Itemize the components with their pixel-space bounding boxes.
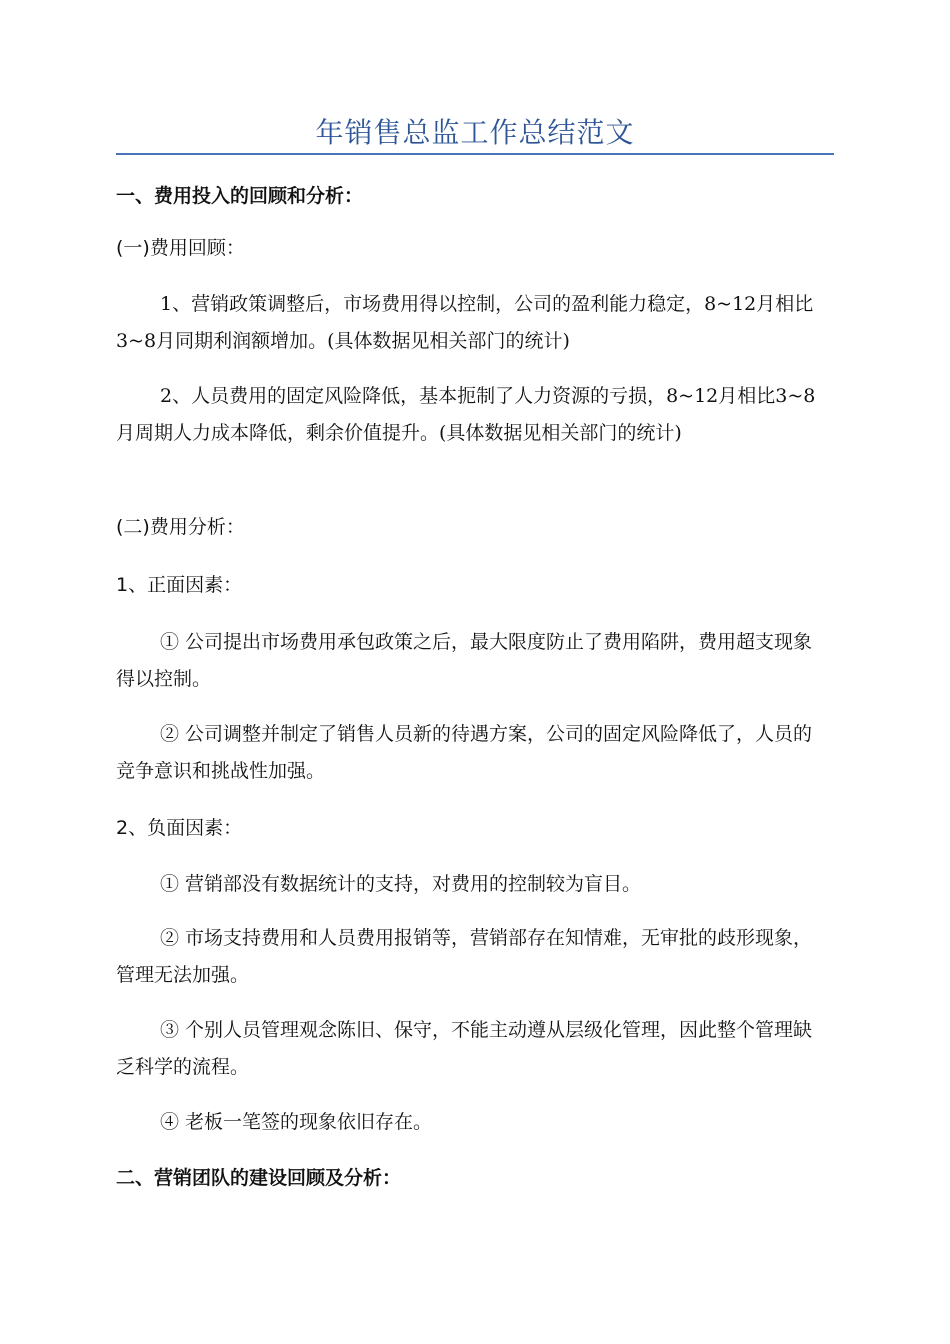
- negative-item-4: ④ 老板一笔签的现象依旧存在。: [160, 1111, 433, 1133]
- document-title: 年销售总监工作总结范文: [315, 116, 635, 149]
- negative-item-3: ③ 个别人员管理观念陈旧、保守，不能主动遵从层级化管理，因此整个管理缺乏科学的流程。: [116, 1019, 813, 1078]
- negative-item-2: ② 市场支持费用和人员费用报销等，营销部存在知情难，无审批的歧形现象，管理无法加强。: [116, 927, 813, 986]
- sub1-heading: (一)费用回顾：: [116, 237, 245, 259]
- positive-item-1: ① 公司提出市场费用承包政策之后，最大限度防止了费用陷阱，费用超支现象得以控制。: [116, 631, 813, 690]
- title-underline: [116, 153, 834, 155]
- negative-item-1: ① 营销部没有数据统计的支持，对费用的控制较为盲目。: [160, 873, 642, 895]
- review-item-2: 2、人员费用的固定风险降低，基本扼制了人力资源的亏损，8~12月相比3~8月周期人力成本降低，剩余价值提升。(具体数据见相关部门的统计): [116, 385, 816, 444]
- section1-heading: 一、费用投入的回顾和分析：: [116, 185, 364, 207]
- negative-factors-heading: 2、负面因素：: [116, 817, 243, 839]
- positive-item-2: ② 公司调整并制定了销售人员新的待遇方案，公司的固定风险降低了，人员的竞争意识和挑战性加强。: [116, 723, 813, 782]
- review-item-1: 1、营销政策调整后，市场费用得以控制，公司的盈利能力稳定，8~12月相比3~8月同期利润额增加。(具体数据见相关部门的统计): [116, 293, 814, 352]
- sub2-heading: (二)费用分析：: [116, 516, 245, 538]
- section2-heading: 二、营销团队的建设回顾及分析：: [116, 1167, 402, 1189]
- positive-factors-heading: 1、正面因素：: [116, 574, 243, 596]
